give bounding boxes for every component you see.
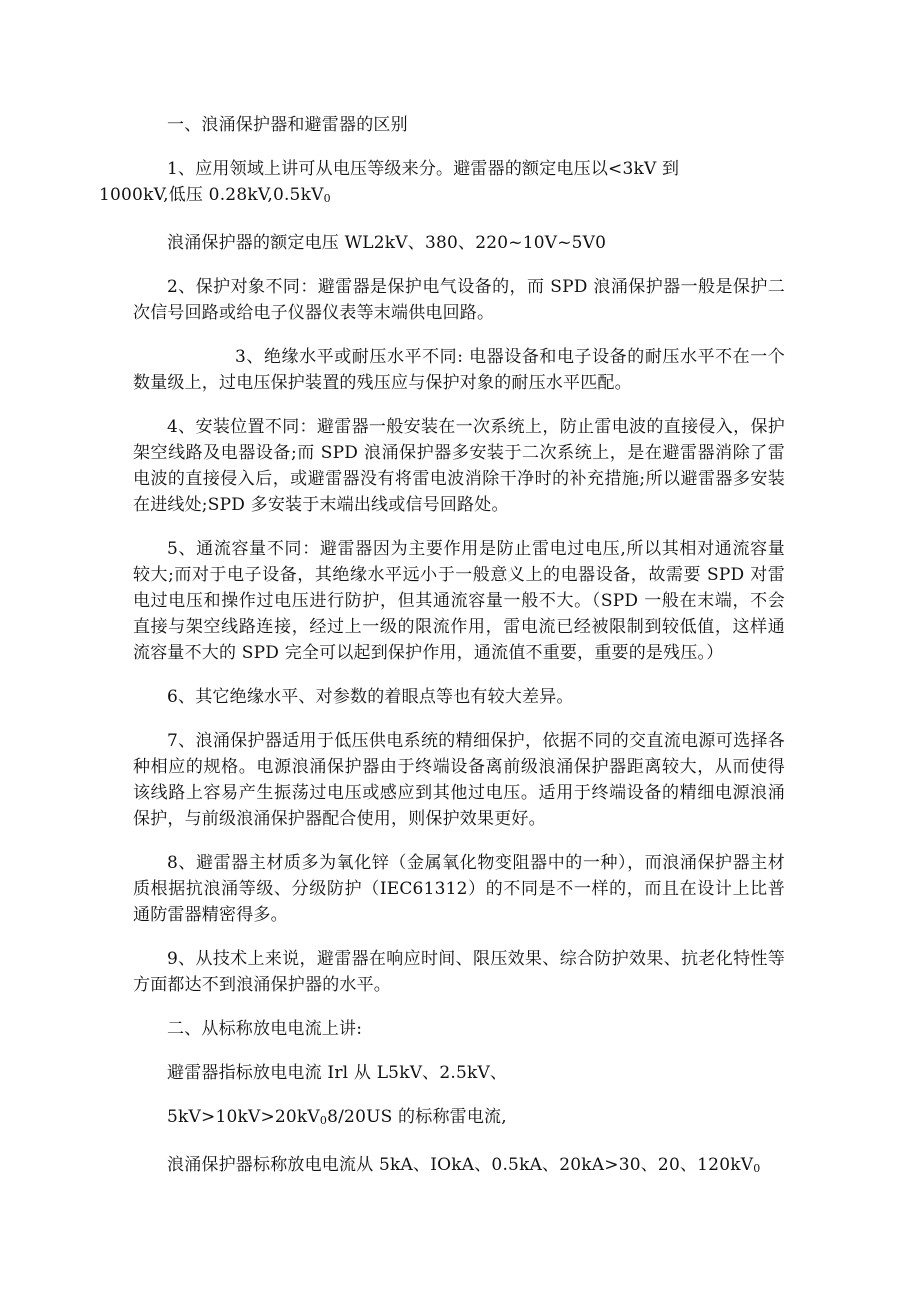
paragraph-1b — [133, 230, 785, 256]
section-2-line-3-subscript: 0 — [753, 1162, 761, 1175]
paragraph-9-text: 9、从技术上来说，避雷器在响应时间、限压效果、综合防护效果、抗老化特性等方面都达不到浪涌保护器的水平。 — [133, 949, 785, 995]
paragraph-1 — [99, 156, 785, 212]
paragraph-8-text: 8、避雷器主材质多为氧化锌（金属氧化物变阻器中的一种），而浪涌保护器主材质根据抗浪涌等级、分级防护（IEC61312）的不同是不一样的，而且在设计上比普通防雷器精密得多。 — [133, 853, 785, 925]
section-2-line-1-text: 避雷器指标放电电流 Irl 从 L5kV、2.5kV、 — [167, 1063, 508, 1083]
section-1-title — [133, 112, 785, 138]
paragraph-4-text: 4、安装位置不同：避雷器一般安装在一次系统上，防止雷电波的直接侵入，保护架空线路及电器设备;而 SPD 浪涌保护器多安装于二次系统上，是在避雷器消除了雷电波的直接侵入后，或避雷器没有将雷电波消除干净时的补充措施;所以避雷器多安装在进线处;SPD 多安装于末端出线或信号回路处。 — [133, 417, 785, 515]
paragraph-5 — [133, 536, 785, 666]
section-2-line-3 — [133, 1152, 785, 1182]
paragraph-8 — [133, 850, 785, 928]
section-2-line-3-text: 浪涌保护器标称放电电流从 5kA、IOkA、0.5kA、20kA>30、20、120kV — [167, 1155, 754, 1175]
paragraph-1-line-1: 1、应用领域上讲可从电压等级来分。避雷器的额定电压以<3kV 到 — [167, 159, 680, 179]
section-2-line-2-text-b: 8/20US 的标称雷电流, — [327, 1107, 507, 1127]
paragraph-1-line-2: 1000kV,低压 0.28kV,0.5kV — [99, 185, 324, 205]
paragraph-7-text: 7、浪涌保护器适用于低压供电系统的精细保护，依据不同的交直流电源可选择各种相应的规格。电源浪涌保护器由于终端设备离前级浪涌保护器距离较大，从而使得该线路上容易产生振荡过电压或感应到其他过电压。适用于终端设备的精细电源浪涌保护，与前级浪涌保护器配合使用，则保护效果更好。 — [133, 731, 785, 829]
paragraph-9 — [133, 946, 785, 998]
section-2-title — [133, 1016, 785, 1042]
section-2-line-2-subscript: 0 — [319, 1114, 328, 1127]
section-1-title-text: 一、浪涌保护器和避雷器的区别 — [167, 115, 408, 135]
section-2-line-1 — [133, 1060, 785, 1086]
paragraph-7 — [133, 728, 785, 832]
paragraph-3 — [133, 344, 785, 396]
section-2-line-2-text-a: 5kV>10kV>20kV — [167, 1107, 320, 1127]
paragraph-6 — [133, 684, 785, 710]
paragraph-2 — [133, 274, 785, 326]
paragraph-2-text: 2、保护对象不同：避雷器是保护电气设备的，而 SPD 浪涌保护器一般是保护二次信号回路或给电子仪器仪表等末端供电回路。 — [133, 277, 785, 323]
paragraph-5-text: 5、通流容量不同：避雷器因为主要作用是防止雷电过电压,所以其相对通流容量较大;而对于电子设备，其绝缘水平远小于一般意义上的电器设备，故需要 SPD 对雷电过电压和操作过电压进行防护，但其通流容量一般不大。（SPD 一般在末端，不会直接与架空线路连接，经过上一级的限流作用，雷电流已经被限制到较低值，这样通流容量不大的 SPD 完全可以起到保护作用，通流值不重要，重要的是残压。） — [133, 539, 785, 663]
document-body — [99, 112, 785, 1200]
section-2-title-text: 二、从标称放电电流上讲: — [167, 1019, 363, 1039]
paragraph-1-subscript: 0 — [323, 192, 331, 205]
paragraph-1b-text: 浪涌保护器的额定电压 WL2kV、380、220~10V~5V0 — [167, 233, 607, 253]
paragraph-4 — [133, 414, 785, 518]
paragraph-6-text: 6、其它绝缘水平、对参数的着眼点等也有较大差异。 — [167, 687, 574, 707]
section-2-line-2 — [133, 1104, 785, 1134]
paragraph-3-text: 3、绝缘水平或耐压水平不同: 电器设备和电子设备的耐压水平不在一个数量级上，过电压保护装置的残压应与保护对象的耐压水平匹配。 — [133, 347, 785, 393]
